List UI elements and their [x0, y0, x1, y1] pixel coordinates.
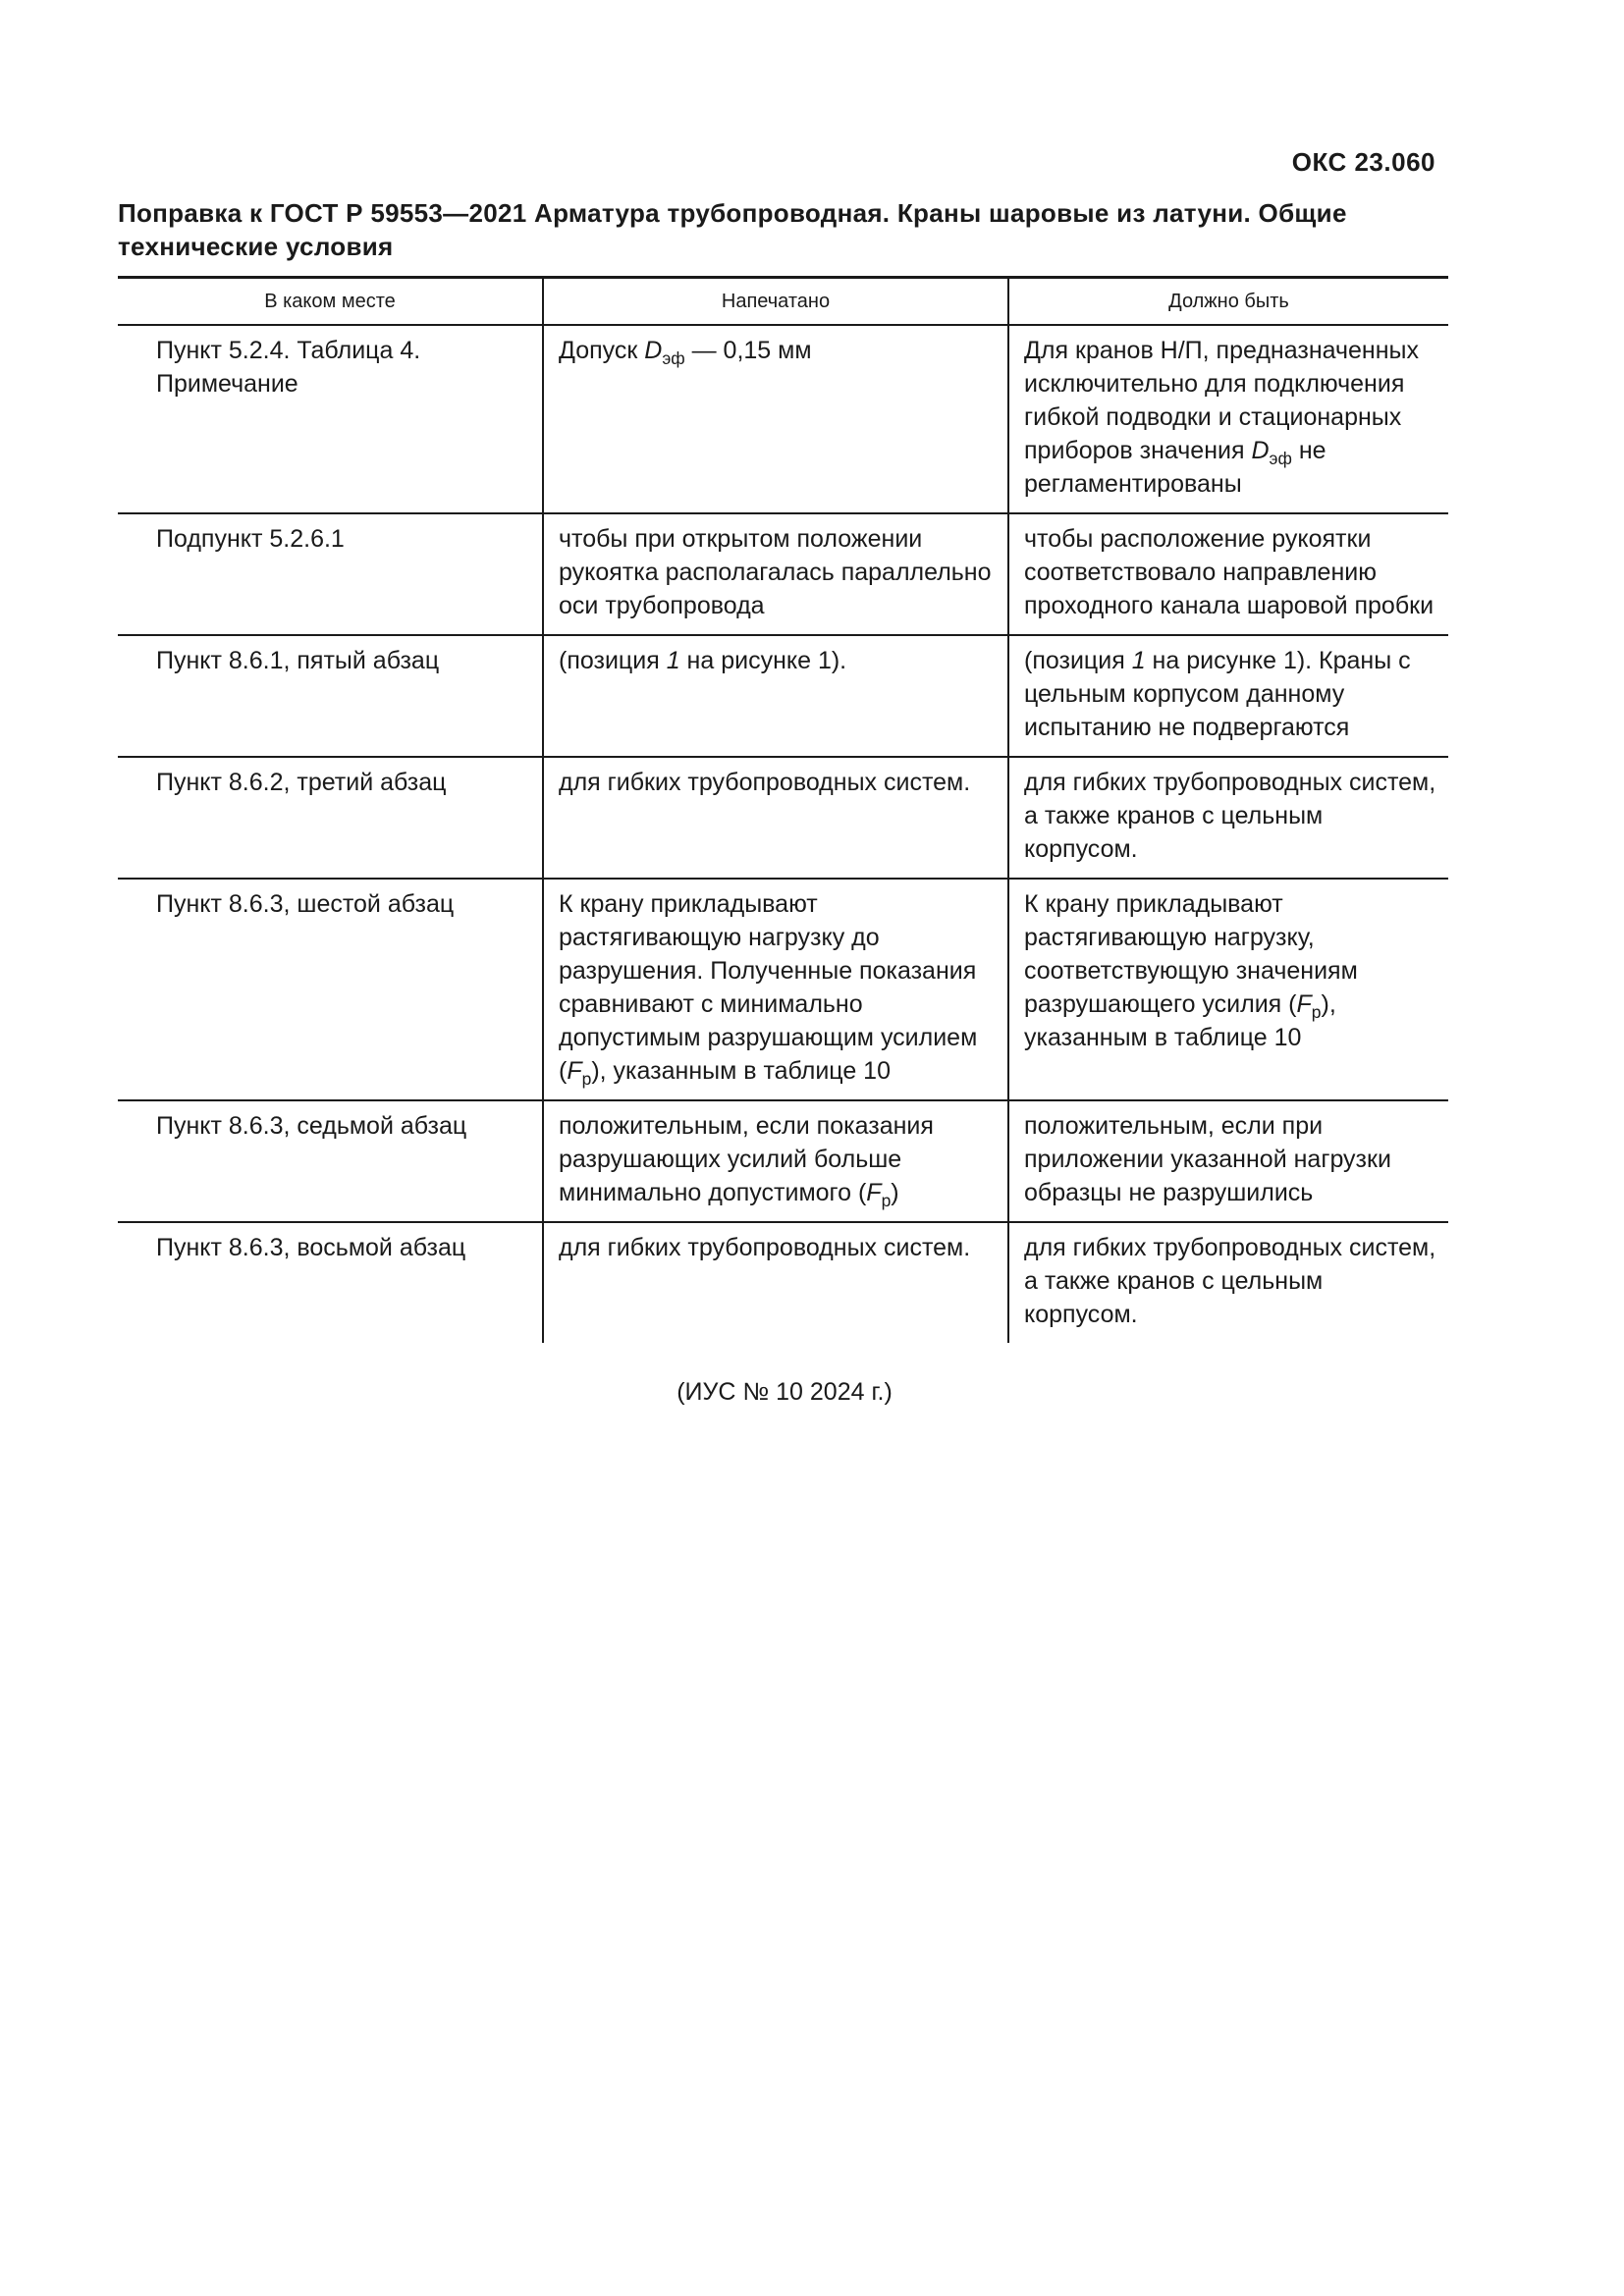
- cell-place: Подпункт 5.2.6.1: [118, 513, 543, 635]
- cell-place: Пункт 8.6.3, восьмой абзац: [156, 1234, 466, 1261]
- column-header-correct: Должно быть: [1008, 278, 1448, 326]
- cell-correct: чтобы расположение рукоятки соответствовало направлению проходного канала шаровой пробки: [1008, 513, 1448, 635]
- corrections-table: [118, 276, 1448, 1343]
- cell-place: Пункт 8.6.3, шестой абзац: [118, 879, 543, 1100]
- table-row: [118, 1100, 1448, 1222]
- cell-correct: К крану прикладывают растягивающую нагрузку, соответствующую значениям разрушающего усилия $(F_p)$, указанным в таблице 10: [1008, 879, 1448, 1100]
- table-row: [118, 513, 1448, 635]
- column-header-place: В каком месте: [118, 278, 543, 326]
- publication-note: (ИУС № 10 2024 г.): [677, 1378, 893, 1406]
- cell-printed: К крану прикладывают растягивающую нагрузку до разрушения. Полученные показания сравнивают с минимально допустимым разрушающим усилием $(F_p)$, указанным в таблице 10: [543, 879, 1008, 1100]
- cell-correct: для гибких трубопроводных систем, а также кранов с цельным корпусом.: [1008, 1222, 1448, 1343]
- table-row: [118, 325, 1448, 513]
- cell-printed: Допуск $D_{эф}$ — 0,15 мм: [543, 325, 1008, 513]
- document-title: Поправка к ГОСТ Р 59553—2021 Арматура трубопроводная. Краны шаровые из латуни. Общие технические условия: [118, 198, 1347, 261]
- cell-place: Пункт 8.6.3, седьмой абзац: [118, 1100, 543, 1222]
- table-row: [118, 1222, 1448, 1343]
- table-row: [118, 757, 1448, 879]
- cell-correct: для гибких трубопроводных систем, а также кранов с цельным корпусом.: [1008, 757, 1448, 879]
- cell-correct: положительным, если при приложении указанной нагрузки образцы не разрушились: [1008, 1100, 1448, 1222]
- cell-place: Пункт 5.2.4. Таблица 4. Примечание: [118, 325, 543, 513]
- cell-printed: для гибких трубопроводных систем.: [543, 1222, 1008, 1343]
- cell-place: Пункт 8.6.2, третий абзац: [118, 757, 543, 879]
- table-row: [118, 879, 1448, 1100]
- column-header-printed: Напечатано: [543, 278, 1008, 326]
- cell-place: Пункт 8.6.1, пятый абзац: [118, 635, 543, 757]
- cell-correct: Для кранов Н/П, предназначенных исключительно для подключения гибкой подводки и стационарных приборов значения $D_{эф}$ не регламентированы: [1008, 325, 1448, 513]
- classification-code: ОКС 23.060: [1291, 147, 1435, 177]
- table-row: [118, 635, 1448, 757]
- table-header-row: [118, 278, 1448, 326]
- cell-printed: чтобы при открытом положении рукоятка располагалась параллельно оси трубопровода: [543, 513, 1008, 635]
- cell-printed: для гибких трубопроводных систем.: [543, 757, 1008, 879]
- cell-correct: (позиция 1 на рисунке 1). Краны с цельным корпусом данному испытанию не подвергаются: [1008, 635, 1448, 757]
- cell-printed: (позиция 1 на рисунке 1).: [543, 635, 1008, 757]
- cell-printed: положительным, если показания разрушающих усилий больше минимально допустимого $(F_p)$: [543, 1100, 1008, 1222]
